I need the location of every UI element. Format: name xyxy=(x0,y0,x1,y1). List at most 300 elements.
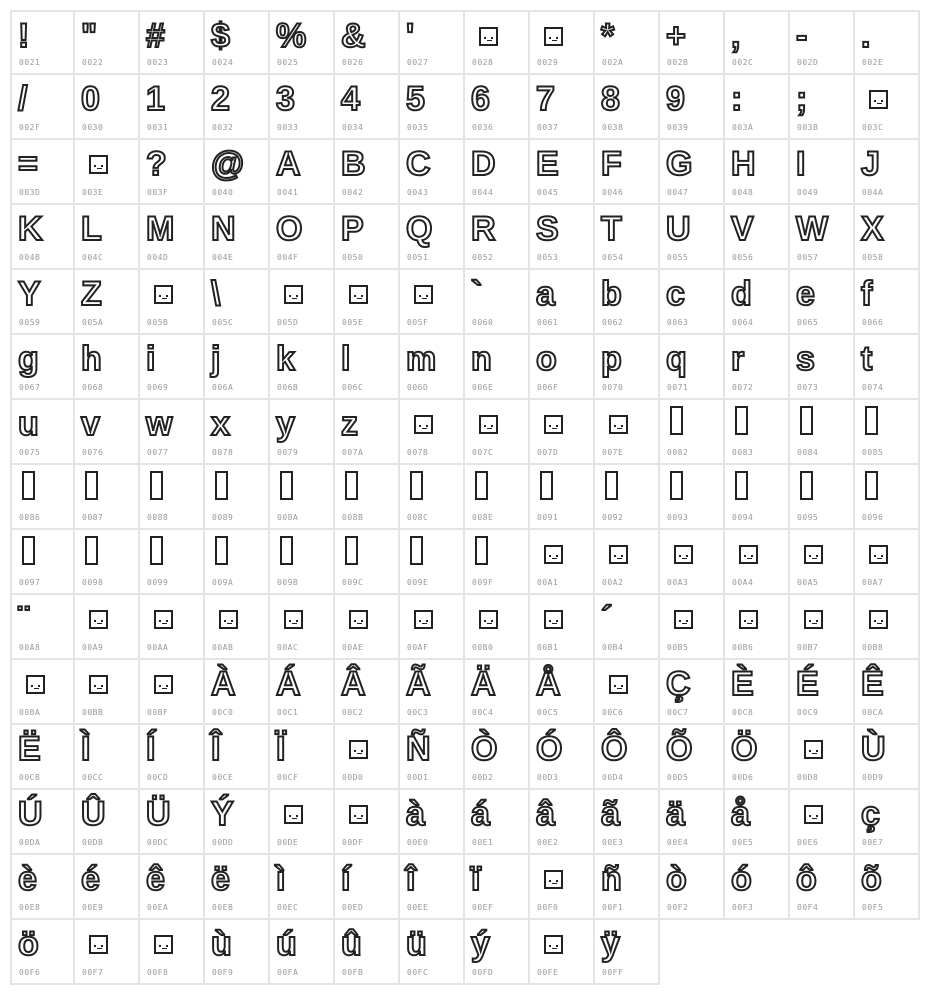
glyph-cell[interactable] xyxy=(75,140,140,205)
glyph-cell[interactable] xyxy=(465,10,530,75)
glyph-cell[interactable] xyxy=(205,400,270,465)
glyph-cell[interactable] xyxy=(270,335,335,400)
glyph-cell[interactable] xyxy=(790,660,855,725)
glyph-cell[interactable] xyxy=(140,205,205,270)
glyph-cell[interactable] xyxy=(595,595,660,660)
glyph-code-label: 00C2 xyxy=(342,708,364,717)
glyph-cell[interactable] xyxy=(790,205,855,270)
glyph-cell[interactable] xyxy=(335,920,400,985)
glyph-preview: H xyxy=(731,145,756,183)
glyph-cell[interactable] xyxy=(270,660,335,725)
glyph-cell[interactable] xyxy=(270,140,335,205)
glyph-cell[interactable] xyxy=(75,855,140,920)
glyph-cell[interactable] xyxy=(530,855,595,920)
glyph-cell[interactable] xyxy=(75,725,140,790)
glyph-code-label: 0031 xyxy=(147,123,169,132)
glyph-cell[interactable] xyxy=(660,140,725,205)
glyph-cell[interactable] xyxy=(465,790,530,855)
glyph-preview: V xyxy=(731,210,754,248)
glyph-code-label: 00A4 xyxy=(732,578,754,587)
glyph-code-label: 00F5 xyxy=(862,903,884,912)
glyph-cell[interactable] xyxy=(140,920,205,985)
glyph-cell[interactable] xyxy=(660,595,725,660)
missing-glyph-face-icon xyxy=(544,935,563,954)
glyph-cell[interactable] xyxy=(75,205,140,270)
glyph-code-label: 0026 xyxy=(342,58,364,67)
glyph-cell[interactable] xyxy=(400,855,465,920)
glyph-cell[interactable] xyxy=(205,725,270,790)
glyph-cell[interactable] xyxy=(270,595,335,660)
glyph-code-label: 0050 xyxy=(342,253,364,262)
glyph-cell[interactable] xyxy=(725,400,790,465)
glyph-cell[interactable] xyxy=(10,465,75,530)
glyph-cell[interactable] xyxy=(205,920,270,985)
glyph-code-label: 00DA xyxy=(19,838,41,847)
glyph-cell[interactable] xyxy=(660,660,725,725)
glyph-cell[interactable] xyxy=(465,140,530,205)
glyph-cell[interactable] xyxy=(855,400,920,465)
glyph-cell[interactable] xyxy=(465,660,530,725)
glyph-cell[interactable] xyxy=(595,660,660,725)
glyph-code-label: 00A7 xyxy=(862,578,884,587)
glyph-cell[interactable] xyxy=(465,530,530,595)
glyph-cell[interactable] xyxy=(270,920,335,985)
glyph-code-label: 0069 xyxy=(147,383,169,392)
glyph-cell[interactable] xyxy=(855,335,920,400)
glyph-cell[interactable] xyxy=(595,140,660,205)
glyph-cell[interactable] xyxy=(855,790,920,855)
glyph-cell[interactable] xyxy=(335,75,400,140)
glyph-cell[interactable] xyxy=(10,75,75,140)
glyph-cell[interactable] xyxy=(75,270,140,335)
glyph-cell[interactable] xyxy=(205,790,270,855)
glyph-cell[interactable] xyxy=(10,725,75,790)
glyph-cell[interactable] xyxy=(530,790,595,855)
glyph-cell[interactable] xyxy=(75,10,140,75)
glyph-code-label: 0053 xyxy=(537,253,559,262)
glyph-cell[interactable] xyxy=(790,530,855,595)
glyph-cell[interactable] xyxy=(10,140,75,205)
glyph-cell[interactable] xyxy=(400,725,465,790)
glyph-preview: é xyxy=(81,860,100,898)
glyph-code-label: 00E4 xyxy=(667,838,689,847)
glyph-preview: i xyxy=(146,340,156,378)
glyph-cell[interactable] xyxy=(270,530,335,595)
glyph-cell[interactable] xyxy=(530,530,595,595)
glyph-cell[interactable] xyxy=(725,335,790,400)
glyph-cell[interactable] xyxy=(335,465,400,530)
glyph-cell[interactable] xyxy=(595,75,660,140)
missing-glyph-face-icon xyxy=(284,805,303,824)
glyph-preview: ý xyxy=(471,925,490,963)
glyph-cell[interactable] xyxy=(400,140,465,205)
glyph-code-label: 00AB xyxy=(212,643,234,652)
glyph-cell[interactable] xyxy=(140,400,205,465)
missing-glyph-face-icon xyxy=(349,805,368,824)
glyph-cell[interactable] xyxy=(660,855,725,920)
glyph-cell[interactable] xyxy=(270,725,335,790)
glyph-cell[interactable] xyxy=(855,10,920,75)
glyph-code-label: 00DD xyxy=(212,838,234,847)
glyph-code-label: 0068 xyxy=(82,383,104,392)
missing-glyph-face-icon xyxy=(674,610,693,629)
glyph-cell[interactable] xyxy=(75,790,140,855)
glyph-code-label: 00AC xyxy=(277,643,299,652)
glyph-cell[interactable] xyxy=(465,400,530,465)
glyph-cell[interactable] xyxy=(10,920,75,985)
glyph-cell[interactable] xyxy=(75,920,140,985)
glyph-code-label: 00A8 xyxy=(19,643,41,652)
glyph-cell[interactable] xyxy=(790,400,855,465)
glyph-cell[interactable] xyxy=(140,10,205,75)
glyph-cell[interactable] xyxy=(335,790,400,855)
glyph-cell[interactable] xyxy=(595,400,660,465)
glyph-cell[interactable] xyxy=(400,595,465,660)
glyph-cell[interactable] xyxy=(205,660,270,725)
glyph-cell[interactable] xyxy=(465,75,530,140)
missing-glyph-face-icon xyxy=(869,545,888,564)
missing-glyph-rect-icon xyxy=(85,471,98,500)
glyph-cell[interactable] xyxy=(140,660,205,725)
missing-glyph-face-icon xyxy=(154,935,173,954)
glyph-cell[interactable] xyxy=(595,790,660,855)
glyph-cell[interactable] xyxy=(855,75,920,140)
glyph-cell[interactable] xyxy=(400,660,465,725)
glyph-cell[interactable] xyxy=(660,270,725,335)
glyph-cell[interactable] xyxy=(270,400,335,465)
glyph-cell[interactable] xyxy=(660,465,725,530)
glyph-cell[interactable] xyxy=(205,530,270,595)
glyph-cell[interactable] xyxy=(855,205,920,270)
missing-glyph-rect-icon xyxy=(280,536,293,565)
glyph-cell[interactable] xyxy=(660,205,725,270)
glyph-preview: 8 xyxy=(601,80,620,118)
glyph-cell[interactable] xyxy=(660,335,725,400)
glyph-cell[interactable] xyxy=(855,595,920,660)
glyph-preview: Ó xyxy=(536,730,563,768)
glyph-cell[interactable] xyxy=(400,270,465,335)
glyph-cell[interactable] xyxy=(140,790,205,855)
glyph-cell[interactable] xyxy=(10,400,75,465)
glyph-code-label: 002D xyxy=(797,58,819,67)
glyph-cell[interactable] xyxy=(335,530,400,595)
glyph-code-label: 00D0 xyxy=(342,773,364,782)
glyph-cell[interactable] xyxy=(660,725,725,790)
glyph-cell[interactable] xyxy=(660,530,725,595)
glyph-code-label: 0047 xyxy=(667,188,689,197)
glyph-cell[interactable] xyxy=(140,725,205,790)
glyph-cell[interactable] xyxy=(465,855,530,920)
glyph-cell[interactable] xyxy=(400,205,465,270)
glyph-cell[interactable] xyxy=(725,10,790,75)
glyph-code-label: 004C xyxy=(82,253,104,262)
glyph-code-label: 00BF xyxy=(147,708,169,717)
glyph-cell[interactable] xyxy=(530,660,595,725)
glyph-cell[interactable] xyxy=(205,140,270,205)
glyph-cell[interactable] xyxy=(10,790,75,855)
glyph-cell[interactable] xyxy=(10,855,75,920)
glyph-preview: 4 xyxy=(341,80,360,118)
glyph-code-label: 0094 xyxy=(732,513,754,522)
glyph-cell[interactable] xyxy=(530,595,595,660)
glyph-cell[interactable] xyxy=(790,335,855,400)
glyph-cell[interactable] xyxy=(530,335,595,400)
glyph-cell[interactable] xyxy=(595,920,660,985)
glyph-cell[interactable] xyxy=(465,270,530,335)
glyph-cell[interactable] xyxy=(10,335,75,400)
missing-glyph-rect-icon xyxy=(475,471,488,500)
glyph-code-label: 0059 xyxy=(19,318,41,327)
glyph-cell[interactable] xyxy=(270,75,335,140)
glyph-cell[interactable] xyxy=(855,530,920,595)
glyph-cell[interactable] xyxy=(530,400,595,465)
missing-glyph-face-icon xyxy=(804,740,823,759)
glyph-cell[interactable] xyxy=(75,400,140,465)
glyph-code-label: 0021 xyxy=(19,58,41,67)
glyph-code-label: 0058 xyxy=(862,253,884,262)
glyph-cell[interactable] xyxy=(725,790,790,855)
glyph-cell[interactable] xyxy=(335,660,400,725)
glyph-cell[interactable] xyxy=(595,205,660,270)
glyph-cell[interactable] xyxy=(790,270,855,335)
glyph-code-label: 00B6 xyxy=(732,643,754,652)
glyph-code-label: 00AF xyxy=(407,643,429,652)
missing-glyph-rect-icon xyxy=(150,536,163,565)
glyph-cell[interactable] xyxy=(270,465,335,530)
glyph-cell[interactable] xyxy=(595,270,660,335)
glyph-cell[interactable] xyxy=(790,140,855,205)
glyph-cell[interactable] xyxy=(725,855,790,920)
glyph-cell[interactable] xyxy=(855,270,920,335)
glyph-cell[interactable] xyxy=(725,725,790,790)
glyph-cell[interactable] xyxy=(660,10,725,75)
missing-glyph-rect-icon xyxy=(345,471,358,500)
missing-glyph-face-icon xyxy=(479,415,498,434)
glyph-code-label: 0065 xyxy=(797,318,819,327)
glyph-preview: D xyxy=(471,145,496,183)
glyph-cell[interactable] xyxy=(75,660,140,725)
glyph-preview: M xyxy=(146,210,175,248)
glyph-cell[interactable] xyxy=(400,400,465,465)
glyph-cell[interactable] xyxy=(790,465,855,530)
glyph-cell[interactable] xyxy=(10,10,75,75)
glyph-cell[interactable] xyxy=(205,205,270,270)
glyph-preview: U xyxy=(666,210,691,248)
glyph-code-label: 006A xyxy=(212,383,234,392)
glyph-cell[interactable] xyxy=(725,270,790,335)
glyph-cell[interactable] xyxy=(790,790,855,855)
glyph-cell[interactable] xyxy=(530,725,595,790)
glyph-code-label: 0057 xyxy=(797,253,819,262)
glyph-cell[interactable] xyxy=(140,335,205,400)
glyph-cell[interactable] xyxy=(790,725,855,790)
glyph-cell[interactable] xyxy=(725,140,790,205)
glyph-cell[interactable] xyxy=(660,790,725,855)
glyph-cell[interactable] xyxy=(530,270,595,335)
glyph-cell[interactable] xyxy=(595,855,660,920)
glyph-cell[interactable] xyxy=(595,725,660,790)
glyph-cell[interactable] xyxy=(75,530,140,595)
glyph-preview: v xyxy=(81,405,100,443)
missing-glyph-rect-icon xyxy=(540,471,553,500)
glyph-cell[interactable] xyxy=(335,10,400,75)
missing-glyph-face-icon xyxy=(544,610,563,629)
glyph-code-label: 0044 xyxy=(472,188,494,197)
glyph-cell[interactable] xyxy=(205,10,270,75)
glyph-cell[interactable] xyxy=(335,140,400,205)
glyph-code-label: 00BA xyxy=(19,708,41,717)
glyph-cell[interactable] xyxy=(725,205,790,270)
glyph-cell[interactable] xyxy=(725,75,790,140)
glyph-cell[interactable] xyxy=(530,75,595,140)
glyph-cell[interactable] xyxy=(10,205,75,270)
glyph-preview: À xyxy=(211,665,236,703)
glyph-cell[interactable] xyxy=(530,920,595,985)
glyph-cell[interactable] xyxy=(595,530,660,595)
missing-glyph-face-icon xyxy=(609,675,628,694)
glyph-cell[interactable] xyxy=(400,75,465,140)
glyph-cell[interactable] xyxy=(335,400,400,465)
glyph-cell[interactable] xyxy=(725,660,790,725)
missing-glyph-face-icon xyxy=(609,415,628,434)
glyph-cell[interactable] xyxy=(855,465,920,530)
glyph-cell[interactable] xyxy=(75,75,140,140)
glyph-cell[interactable] xyxy=(140,270,205,335)
missing-glyph-face-icon xyxy=(284,285,303,304)
glyph-code-label: 0091 xyxy=(537,513,559,522)
glyph-cell[interactable] xyxy=(205,855,270,920)
glyph-cell[interactable] xyxy=(10,530,75,595)
glyph-code-label: 00DF xyxy=(342,838,364,847)
glyph-cell[interactable] xyxy=(335,855,400,920)
glyph-cell[interactable] xyxy=(855,855,920,920)
glyph-preview: t xyxy=(861,340,873,378)
glyph-cell[interactable] xyxy=(530,140,595,205)
glyph-code-label: 0043 xyxy=(407,188,429,197)
glyph-cell[interactable] xyxy=(855,140,920,205)
glyph-cell[interactable] xyxy=(140,75,205,140)
glyph-code-label: 0077 xyxy=(147,448,169,457)
glyph-preview: S xyxy=(536,210,559,248)
glyph-preview: f xyxy=(861,275,873,313)
glyph-cell[interactable] xyxy=(465,335,530,400)
glyph-cell[interactable] xyxy=(335,595,400,660)
glyph-preview: B xyxy=(341,145,366,183)
glyph-cell[interactable] xyxy=(790,75,855,140)
glyph-cell[interactable] xyxy=(335,205,400,270)
glyph-cell[interactable] xyxy=(335,270,400,335)
glyph-cell[interactable] xyxy=(335,335,400,400)
glyph-cell[interactable] xyxy=(790,855,855,920)
glyph-code-label: 0056 xyxy=(732,253,754,262)
glyph-cell[interactable] xyxy=(725,595,790,660)
glyph-code-label: 009B xyxy=(277,578,299,587)
glyph-cell[interactable] xyxy=(75,335,140,400)
glyph-cell[interactable] xyxy=(140,595,205,660)
glyph-cell[interactable] xyxy=(335,725,400,790)
glyph-preview: Û xyxy=(81,795,106,833)
glyph-cell[interactable] xyxy=(725,530,790,595)
glyph-cell[interactable] xyxy=(530,10,595,75)
glyph-cell[interactable] xyxy=(725,465,790,530)
missing-glyph-face-icon xyxy=(89,610,108,629)
glyph-cell[interactable] xyxy=(205,270,270,335)
glyph-cell[interactable] xyxy=(790,10,855,75)
glyph-cell[interactable] xyxy=(400,920,465,985)
glyph-cell[interactable] xyxy=(140,855,205,920)
glyph-preview: % xyxy=(276,17,307,55)
glyph-code-label: 0089 xyxy=(212,513,234,522)
glyph-cell[interactable] xyxy=(270,205,335,270)
glyph-cell[interactable] xyxy=(595,465,660,530)
glyph-code-label: 00B7 xyxy=(797,643,819,652)
glyph-cell[interactable] xyxy=(400,465,465,530)
glyph-cell[interactable] xyxy=(270,270,335,335)
glyph-cell[interactable] xyxy=(660,75,725,140)
glyph-cell[interactable] xyxy=(205,465,270,530)
glyph-cell[interactable] xyxy=(465,205,530,270)
glyph-cell[interactable] xyxy=(205,595,270,660)
glyph-cell[interactable] xyxy=(595,10,660,75)
glyph-preview: ö xyxy=(18,925,39,963)
glyph-cell[interactable] xyxy=(270,790,335,855)
glyph-cell[interactable] xyxy=(75,595,140,660)
glyph-cell[interactable] xyxy=(10,660,75,725)
glyph-code-label: 005D xyxy=(277,318,299,327)
glyph-code-label: 009F xyxy=(472,578,494,587)
glyph-code-label: 0048 xyxy=(732,188,754,197)
glyph-cell[interactable] xyxy=(465,465,530,530)
glyph-cell[interactable] xyxy=(530,465,595,530)
glyph-preview: - xyxy=(796,17,808,55)
glyph-cell[interactable] xyxy=(855,660,920,725)
glyph-preview: Õ xyxy=(666,730,693,768)
glyph-cell[interactable] xyxy=(205,335,270,400)
glyph-cell[interactable] xyxy=(270,10,335,75)
glyph-cell[interactable] xyxy=(660,400,725,465)
glyph-cell[interactable] xyxy=(400,790,465,855)
glyph-preview: Î xyxy=(211,730,221,768)
glyph-cell[interactable] xyxy=(855,725,920,790)
glyph-cell[interactable] xyxy=(75,465,140,530)
glyph-cell[interactable] xyxy=(270,855,335,920)
glyph-preview: á xyxy=(471,795,490,833)
glyph-cell[interactable] xyxy=(10,270,75,335)
glyph-cell[interactable] xyxy=(140,530,205,595)
glyph-cell[interactable] xyxy=(205,75,270,140)
glyph-code-label: 007B xyxy=(407,448,429,457)
glyph-cell[interactable] xyxy=(400,10,465,75)
glyph-cell[interactable] xyxy=(140,140,205,205)
glyph-cell[interactable] xyxy=(400,530,465,595)
glyph-code-label: 00F3 xyxy=(732,903,754,912)
glyph-cell[interactable] xyxy=(530,205,595,270)
glyph-preview: $ xyxy=(211,17,230,55)
missing-glyph-face-icon xyxy=(414,285,433,304)
glyph-cell[interactable] xyxy=(465,725,530,790)
glyph-cell[interactable] xyxy=(465,595,530,660)
glyph-cell[interactable] xyxy=(790,595,855,660)
glyph-cell[interactable] xyxy=(595,335,660,400)
glyph-preview: ì xyxy=(276,860,286,898)
missing-glyph-face-icon xyxy=(479,610,498,629)
glyph-cell[interactable] xyxy=(465,920,530,985)
glyph-cell[interactable] xyxy=(10,595,75,660)
glyph-code-label: 00FE xyxy=(537,968,559,977)
glyph-cell[interactable] xyxy=(140,465,205,530)
glyph-code-label: 00CD xyxy=(147,773,169,782)
glyph-cell[interactable] xyxy=(400,335,465,400)
